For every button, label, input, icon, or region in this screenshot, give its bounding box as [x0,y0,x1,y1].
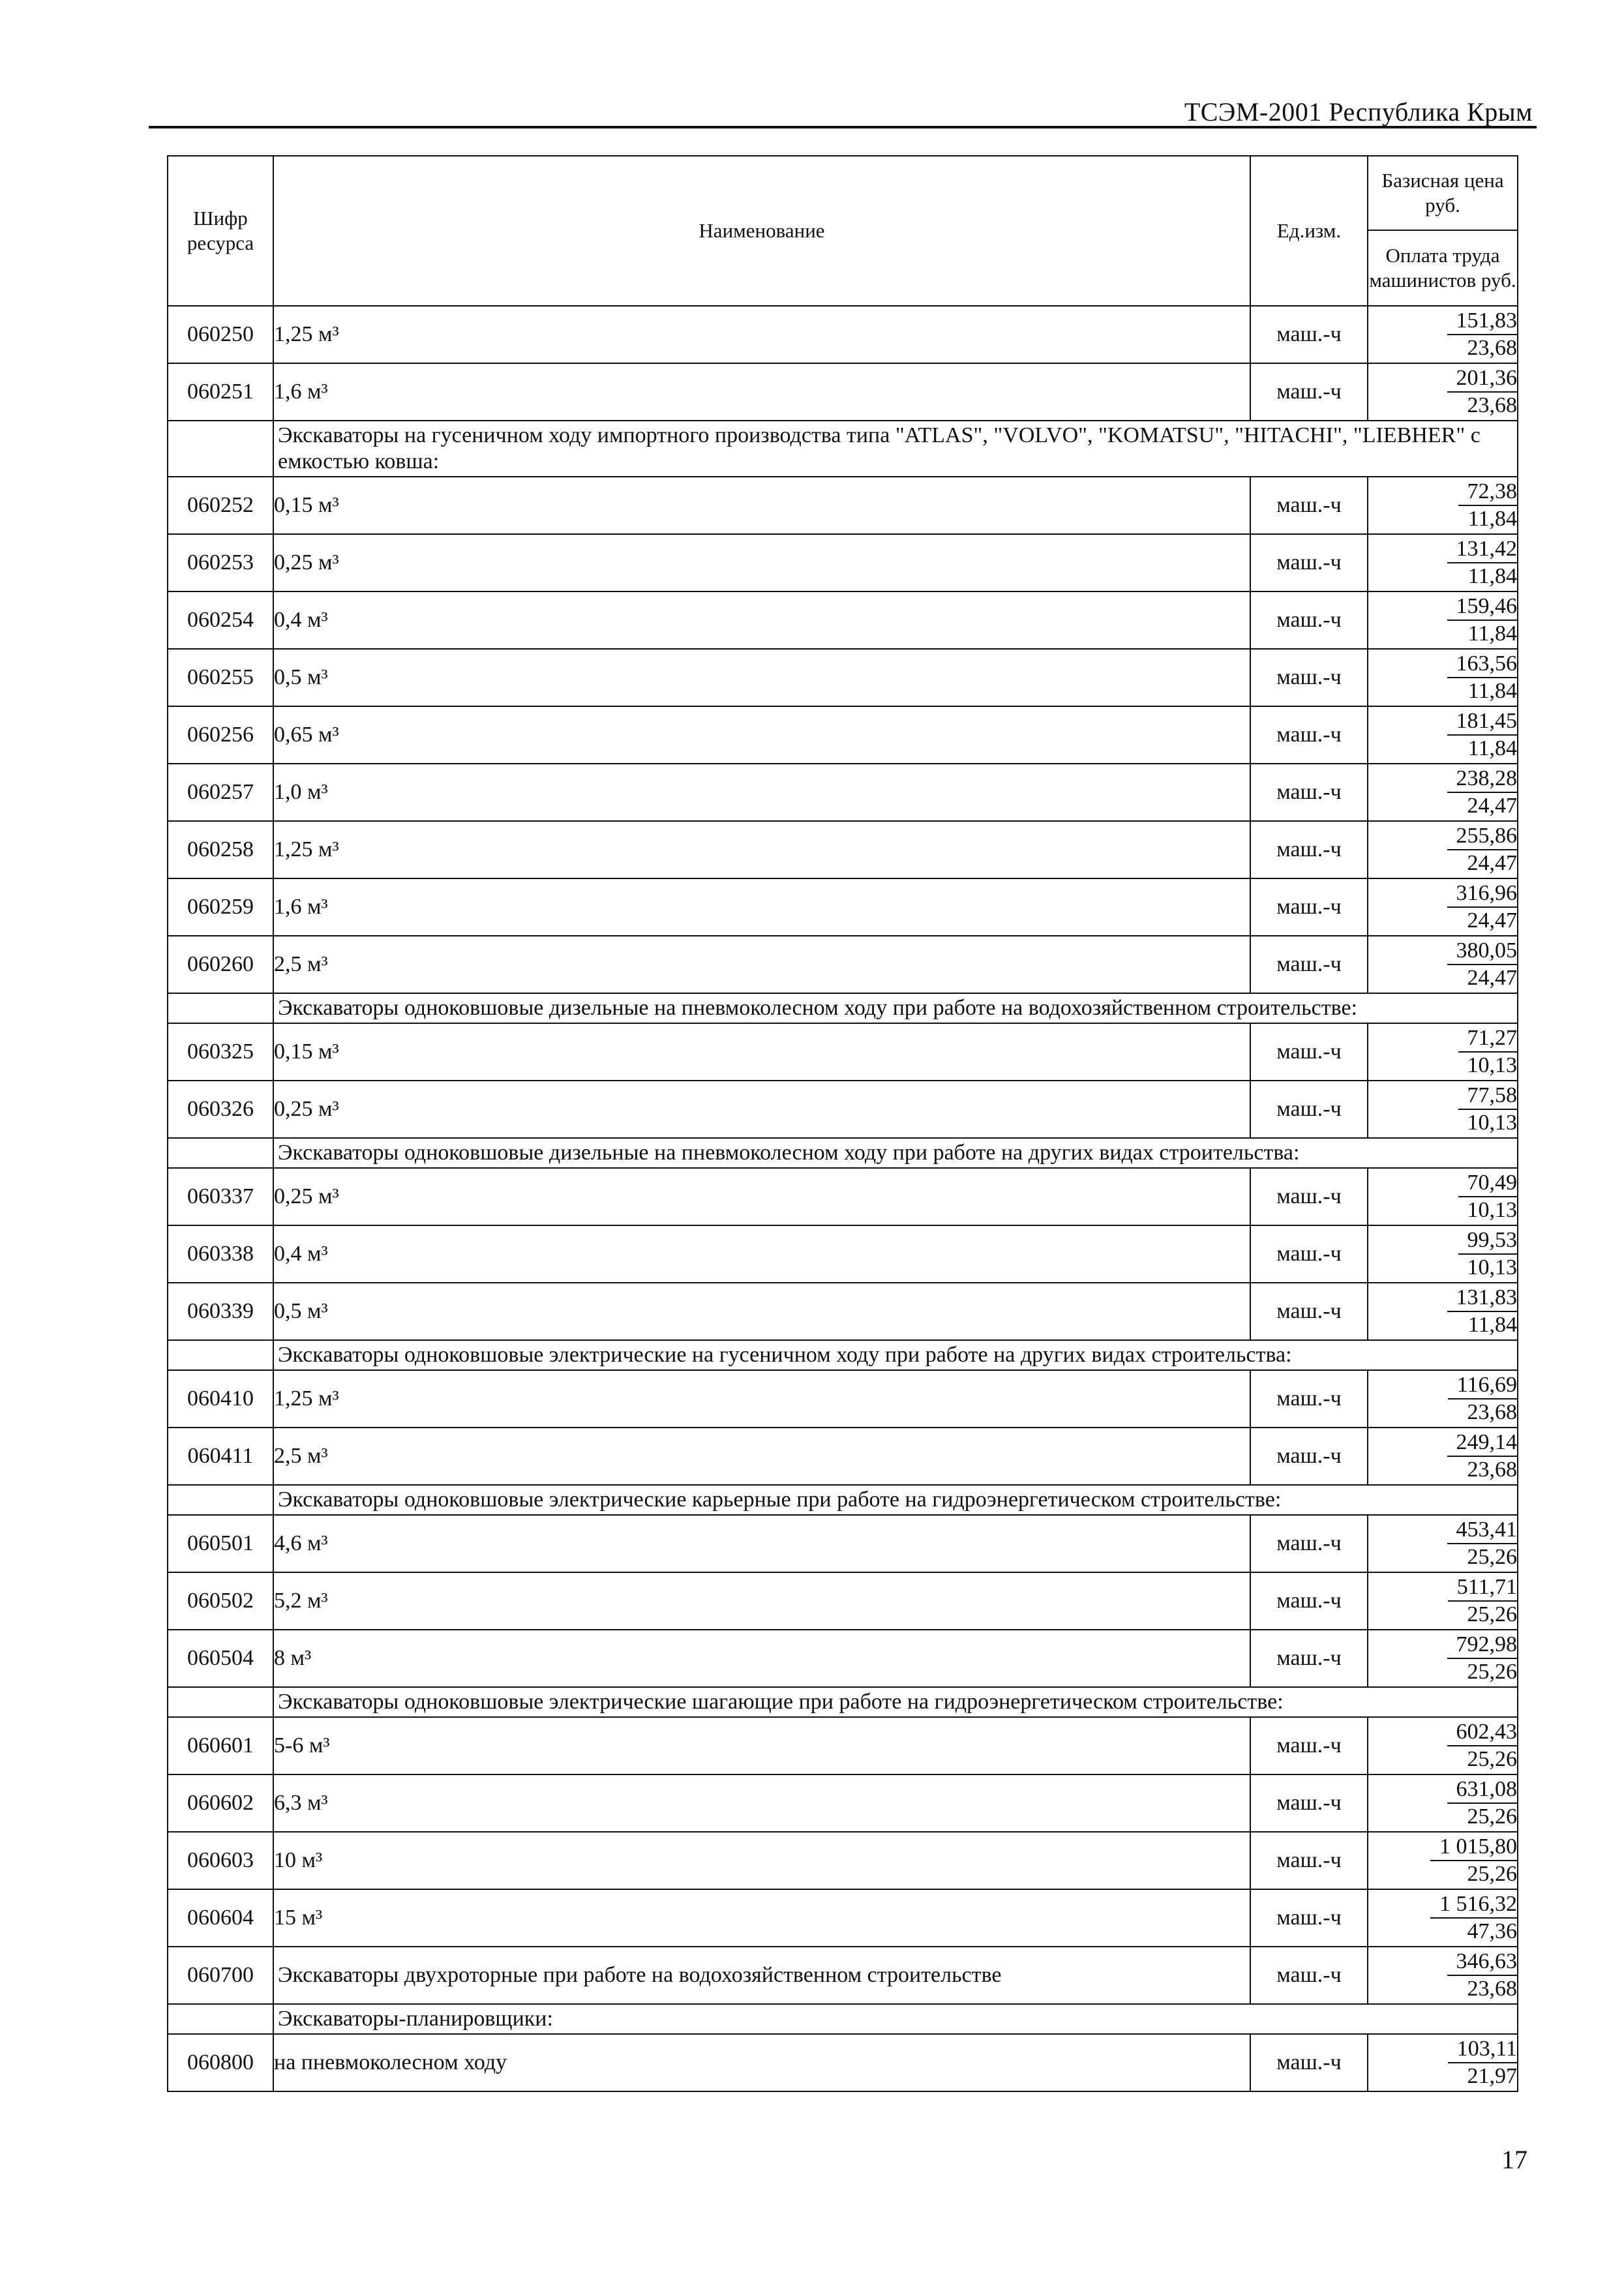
resource-code: 060411 [168,1428,273,1485]
table-row [168,1572,1518,1630]
operator-labor-cost: 11,84 [1467,1313,1517,1337]
unit-of-measure: маш.-ч [1250,821,1368,878]
base-price: 70,49 [1458,1170,1518,1197]
operator-labor-cost: 24,47 [1467,908,1517,933]
price-cell [1368,821,1518,878]
table-row [168,706,1518,764]
unit-of-measure: маш.-ч [1250,363,1368,421]
operator-labor-cost: 11,84 [1467,621,1517,646]
resource-code: 060604 [168,1889,273,1947]
table-row [168,1832,1518,1889]
table-row [168,1283,1518,1340]
operator-labor-cost: 25,26 [1467,1545,1517,1569]
unit-of-measure: маш.-ч [1250,2034,1368,2091]
header-rule [149,126,1537,128]
group-code-cell [168,993,273,1023]
resource-code: 060259 [168,878,273,936]
base-price: 181,45 [1447,708,1518,736]
operator-labor-cost: 11,84 [1467,679,1517,703]
operator-labor-cost: 25,26 [1467,1747,1517,1771]
operator-labor-cost: 25,26 [1467,1804,1517,1829]
base-price: 255,86 [1447,823,1518,850]
table-row [168,1225,1518,1283]
unit-of-measure: маш.-ч [1250,1428,1368,1485]
resource-name: 6,3 м³ [273,1774,1250,1832]
base-price: 131,42 [1447,536,1518,563]
table-row [168,878,1518,936]
page-number: 17 [1501,2145,1527,2174]
unit-of-measure: маш.-ч [1250,306,1368,363]
group-header-row [168,1340,1518,1370]
resource-name: 0,65 м³ [273,706,1250,764]
resource-name: на пневмоколесном ходу [273,2034,1250,2091]
resource-code: 060253 [168,534,273,591]
base-price: 151,83 [1447,308,1518,335]
resource-name: 0,25 м³ [273,1168,1250,1225]
base-price: 99,53 [1458,1227,1518,1255]
unit-of-measure: маш.-ч [1250,477,1368,534]
price-cell [1368,1283,1518,1340]
operator-labor-cost: 11,84 [1467,507,1517,531]
price-cell [1368,534,1518,591]
unit-of-measure: маш.-ч [1250,1168,1368,1225]
price-cell [1368,363,1518,421]
resource-code: 060800 [168,2034,273,2091]
resource-name: 0,25 м³ [273,1081,1250,1138]
column-header-name: Наименование [273,156,1250,306]
unit-of-measure: маш.-ч [1250,764,1368,821]
price-cell [1368,1832,1518,1889]
unit-of-measure: маш.-ч [1250,936,1368,993]
resource-code: 060256 [168,706,273,764]
base-price: 72,38 [1458,479,1518,506]
resource-code: 060601 [168,1717,273,1774]
unit-of-measure: маш.-ч [1250,534,1368,591]
resource-code: 060504 [168,1630,273,1687]
price-cell [1368,1630,1518,1687]
base-price: 631,08 [1447,1776,1518,1804]
table-row [168,1774,1518,1832]
operator-labor-cost: 25,26 [1467,1602,1517,1626]
operator-labor-cost: 24,47 [1467,966,1517,990]
unit-of-measure: маш.-ч [1250,1081,1368,1138]
table-row [168,1717,1518,1774]
group-code-cell [168,1340,273,1370]
unit-of-measure: маш.-ч [1250,1023,1368,1081]
resource-name: 0,15 м³ [273,1023,1250,1081]
base-price: 1 516,32 [1430,1891,1517,1919]
group-title: Экскаваторы на гусеничном ходу импортного производства типа "ATLAS", "VOLVO", "KOMATSU", "HITACHI", "LIEBHER" с емкостью ковша: [273,421,1518,477]
table-row [168,534,1518,591]
table-row [168,1889,1518,1947]
price-cell [1368,1947,1518,2004]
base-price: 159,46 [1447,593,1518,621]
column-header-price: Базисная цена руб. [1368,156,1518,230]
resource-name: 2,5 м³ [273,936,1250,993]
resource-name: 5-6 м³ [273,1717,1250,1774]
table-row [168,764,1518,821]
resource-code: 060603 [168,1832,273,1889]
resource-code: 060501 [168,1515,273,1572]
resource-code: 060250 [168,306,273,363]
operator-labor-cost: 23,68 [1467,1400,1517,1424]
resource-name: 0,25 м³ [273,534,1250,591]
group-header-row [168,1485,1518,1515]
group-code-cell [168,2004,273,2034]
price-cell [1368,936,1518,993]
column-header-code: Шифр ресурса [168,156,273,306]
base-price: 77,58 [1458,1083,1518,1110]
resource-name: 1,6 м³ [273,363,1250,421]
resource-name: 1,0 м³ [273,764,1250,821]
base-price: 131,83 [1447,1285,1518,1312]
resource-name: 4,6 м³ [273,1515,1250,1572]
price-cell [1368,1081,1518,1138]
unit-of-measure: маш.-ч [1250,591,1368,649]
group-title: Экскаваторы одноковшовые электрические карьерные при работе на гидроэнергетическом строительстве: [273,1485,1518,1515]
price-cell [1368,1572,1518,1630]
group-code-cell [168,1485,273,1515]
operator-labor-cost: 23,68 [1467,1458,1517,1482]
resource-code: 060255 [168,649,273,706]
unit-of-measure: маш.-ч [1250,1832,1368,1889]
resource-name: 1,25 м³ [273,306,1250,363]
resource-name: 0,5 м³ [273,649,1250,706]
operator-labor-cost: 10,13 [1467,1053,1517,1077]
price-cell [1368,2034,1518,2091]
group-code-cell [168,1138,273,1168]
table-row [168,306,1518,363]
table-row [168,1630,1518,1687]
table-row [168,821,1518,878]
operator-labor-cost: 23,68 [1467,1977,1517,2001]
document-header-title: ТСЭМ-2001 Республика Крым [1184,97,1533,127]
resource-code: 060252 [168,477,273,534]
price-cell [1368,477,1518,534]
operator-labor-cost: 24,47 [1467,794,1517,818]
group-code-cell [168,1687,273,1717]
operator-labor-cost: 11,84 [1467,736,1517,760]
resource-code: 060258 [168,821,273,878]
resource-name: 1,6 м³ [273,878,1250,936]
unit-of-measure: маш.-ч [1250,1370,1368,1428]
resource-code: 060337 [168,1168,273,1225]
table-row [168,2034,1518,2091]
operator-labor-cost: 11,84 [1467,564,1517,588]
operator-labor-cost: 23,68 [1467,393,1517,417]
operator-labor-cost: 24,47 [1467,851,1517,875]
resource-name: 0,5 м³ [273,1283,1250,1340]
table-row [168,477,1518,534]
base-price: 380,05 [1447,938,1518,965]
base-price: 1 015,80 [1430,1834,1517,1861]
operator-labor-cost: 47,36 [1467,1919,1517,1943]
resource-code: 060502 [168,1572,273,1630]
price-cell [1368,706,1518,764]
resource-name: 5,2 м³ [273,1572,1250,1630]
group-code-cell [168,421,273,477]
price-cell [1368,1515,1518,1572]
resource-name: 10 м³ [273,1832,1250,1889]
operator-labor-cost: 25,26 [1467,1660,1517,1684]
price-cell [1368,1889,1518,1947]
resource-code: 060338 [168,1225,273,1283]
base-price: 71,27 [1458,1025,1518,1053]
resource-name: 0,15 м³ [273,477,1250,534]
resource-price-table [167,155,1518,2092]
unit-of-measure: маш.-ч [1250,1774,1368,1832]
price-cell [1368,1023,1518,1081]
base-price: 511,71 [1448,1574,1517,1602]
operator-labor-cost: 25,26 [1467,1862,1517,1886]
price-cell [1368,1774,1518,1832]
price-cell [1368,306,1518,363]
table-row [168,1168,1518,1225]
price-cell [1368,591,1518,649]
table-row [168,649,1518,706]
base-price: 453,41 [1447,1517,1518,1544]
resource-name: 0,4 м³ [273,1225,1250,1283]
table-body [168,306,1518,2091]
unit-of-measure: маш.-ч [1250,878,1368,936]
price-cell [1368,1225,1518,1283]
table-row [168,1515,1518,1572]
resource-name: 1,25 м³ [273,821,1250,878]
base-price: 163,56 [1447,651,1518,678]
table-row [168,936,1518,993]
base-price: 116,69 [1448,1372,1517,1399]
price-cell [1368,1370,1518,1428]
base-price: 201,36 [1447,365,1518,393]
resource-name: 1,25 м³ [273,1370,1250,1428]
base-price: 249,14 [1447,1429,1518,1457]
table-row [168,1081,1518,1138]
unit-of-measure: маш.-ч [1250,1947,1368,2004]
group-title: Экскаваторы-планировщики: [273,2004,1518,2034]
unit-of-measure: маш.-ч [1250,1889,1368,1947]
resource-code: 060257 [168,764,273,821]
resource-name: 2,5 м³ [273,1428,1250,1485]
table-row [168,1947,1518,2004]
unit-of-measure: маш.-ч [1250,1225,1368,1283]
price-cell [1368,764,1518,821]
resource-code: 060602 [168,1774,273,1832]
price-cell [1368,1717,1518,1774]
resource-code: 060325 [168,1023,273,1081]
price-cell [1368,878,1518,936]
resource-name: 15 м³ [273,1889,1250,1947]
resource-name: 0,4 м³ [273,591,1250,649]
base-price: 103,11 [1448,2036,1517,2063]
group-title: Экскаваторы одноковшовые электрические на гусеничном ходу при работе на других видах строительства: [273,1340,1518,1370]
operator-labor-cost: 23,68 [1467,336,1517,360]
table-row [168,1370,1518,1428]
table-row [168,1428,1518,1485]
operator-labor-cost: 21,97 [1467,2064,1517,2088]
table-row [168,363,1518,421]
resource-code: 060326 [168,1081,273,1138]
group-header-row [168,421,1518,477]
operator-labor-cost: 10,13 [1467,1198,1517,1222]
group-header-row [168,993,1518,1023]
base-price: 316,96 [1447,880,1518,908]
resource-name: 8 м³ [273,1630,1250,1687]
unit-of-measure: маш.-ч [1250,1630,1368,1687]
resource-name: Экскаваторы двухроторные при работе на водохозяйственном строительстве [273,1947,1250,2004]
column-header-labor: Оплата труда машинистов руб. [1368,230,1518,306]
unit-of-measure: маш.-ч [1250,1717,1368,1774]
base-price: 602,43 [1447,1719,1518,1746]
base-price: 792,98 [1447,1632,1518,1659]
group-header-row [168,1687,1518,1717]
table-row [168,591,1518,649]
operator-labor-cost: 10,13 [1467,1255,1517,1279]
unit-of-measure: маш.-ч [1250,649,1368,706]
resource-code: 060254 [168,591,273,649]
resource-code: 060410 [168,1370,273,1428]
operator-labor-cost: 10,13 [1467,1111,1517,1135]
group-title: Экскаваторы одноковшовые дизельные на пневмоколесном ходу при работе на водохозяйственном строительстве: [273,993,1518,1023]
unit-of-measure: маш.-ч [1250,1572,1368,1630]
group-title: Экскаваторы одноковшовые электрические шагающие при работе на гидроэнергетическом строительстве: [273,1687,1518,1717]
group-header-row [168,1138,1518,1168]
resource-code: 060260 [168,936,273,993]
unit-of-measure: маш.-ч [1250,706,1368,764]
group-title: Экскаваторы одноковшовые дизельные на пневмоколесном ходу при работе на других видах строительства: [273,1138,1518,1168]
column-header-unit: Ед.изм. [1250,156,1368,306]
unit-of-measure: маш.-ч [1250,1283,1368,1340]
price-cell [1368,1428,1518,1485]
price-cell [1368,649,1518,706]
resource-code: 060700 [168,1947,273,2004]
unit-of-measure: маш.-ч [1250,1515,1368,1572]
base-price: 238,28 [1447,766,1518,793]
price-cell [1368,1168,1518,1225]
group-header-row [168,2004,1518,2034]
resource-code: 060339 [168,1283,273,1340]
table-row [168,1023,1518,1081]
resource-code: 060251 [168,363,273,421]
base-price: 346,63 [1447,1949,1518,1976]
